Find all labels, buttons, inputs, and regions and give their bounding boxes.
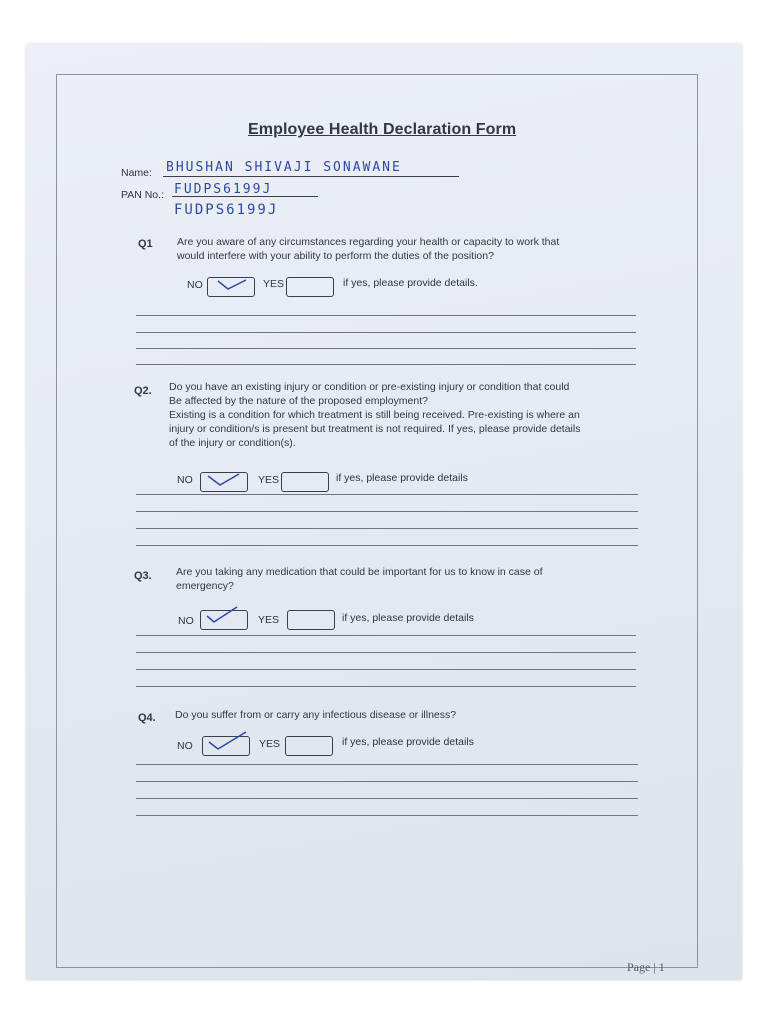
q1-detail-line-3[interactable] [136, 348, 636, 349]
q2-line-3: Existing is a condition for which treatment is still being received. Pre-existing is where an [169, 409, 580, 421]
q3-line-1: Are you taking any medication that could be important for us to know in case of [176, 566, 543, 578]
q4-line-1: Do you suffer from or carry any infectious disease or illness? [175, 709, 457, 721]
q2-detail-line-4[interactable] [136, 545, 638, 546]
q3-detail-line-3[interactable] [136, 669, 636, 670]
q3-detail-line-4[interactable] [136, 686, 636, 687]
q2-line-5: of the injury or condition(s). [169, 437, 296, 449]
name-underline [163, 176, 459, 177]
q3-text [176, 565, 656, 593]
q3-detail-line-1[interactable] [136, 635, 636, 636]
page-number: Page | 1 [627, 960, 665, 974]
q4-details-hint: if yes, please provide details [342, 736, 474, 748]
q2-detail-line-1[interactable] [136, 494, 638, 495]
q2-number: Q2. [134, 385, 152, 397]
q4-no-check-mark-icon [206, 730, 250, 752]
q4-detail-line-3[interactable] [136, 798, 638, 799]
q2-no-check-mark-icon [206, 472, 242, 488]
q2-yes-label: YES [258, 474, 280, 486]
name-value: BHUSHAN SHIVAJI SONAWANE [166, 160, 402, 175]
q2-detail-line-3[interactable] [136, 528, 638, 529]
q3-number: Q3. [134, 570, 152, 582]
q1-yes-checkbox[interactable] [286, 277, 334, 297]
q3-details-hint: if yes, please provide details [342, 612, 474, 624]
q3-detail-line-2[interactable] [136, 652, 636, 653]
q2-yes-checkbox[interactable] [281, 472, 329, 492]
pan-value: FUDPS6199J [174, 182, 273, 197]
q1-number: Q1 [138, 238, 153, 250]
q2-detail-line-2[interactable] [136, 511, 638, 512]
q1-detail-line-2[interactable] [136, 332, 636, 333]
q2-details-hint: if yes, please provide details [336, 472, 468, 484]
pan-label: PAN No.: [121, 189, 164, 201]
form-title: Employee Health Declaration Form [248, 121, 517, 138]
q1-no-label: NO [187, 279, 203, 291]
q4-detail-line-2[interactable] [136, 781, 638, 782]
q4-no-label: NO [177, 740, 193, 752]
q1-details-hint: if yes, please provide details. [343, 277, 478, 289]
q2-line-4: injury or condition/s is present but treatment is not required. If yes, please provide details [169, 423, 581, 435]
name-label: Name: [121, 167, 152, 179]
q4-yes-label: YES [259, 738, 281, 750]
q2-no-label: NO [177, 474, 193, 486]
q2-line-1: Do you have an existing injury or condition or pre-existing injury or condition that could [169, 381, 570, 393]
q1-detail-line-4[interactable] [136, 364, 636, 365]
q1-line-2: would interfere with your ability to perform the duties of the position? [177, 250, 494, 262]
q3-line-2: emergency? [176, 580, 234, 592]
q1-line-1: Are you aware of any circumstances regarding your health or capacity to work that [177, 236, 560, 248]
pan-value-repeat: FUDPS6199J [174, 202, 279, 218]
paper-sheet [26, 44, 742, 980]
q4-text [175, 708, 655, 722]
q2-line-2: Be affected by the nature of the proposed employment? [169, 395, 428, 407]
q3-yes-label: YES [258, 614, 280, 626]
q1-text [177, 235, 657, 263]
q1-detail-line-1[interactable] [136, 315, 636, 316]
q3-yes-checkbox[interactable] [287, 610, 335, 630]
q1-yes-label: YES [263, 278, 285, 290]
q3-no-check-mark-icon [204, 604, 240, 624]
q1-no-check-mark-icon [216, 278, 250, 292]
q4-detail-line-1[interactable] [136, 764, 638, 765]
q3-no-label: NO [178, 615, 194, 627]
q4-detail-line-4[interactable] [136, 815, 638, 816]
q4-yes-checkbox[interactable] [285, 736, 333, 756]
page-border [56, 74, 698, 968]
q2-text [169, 380, 649, 450]
q4-number: Q4. [138, 712, 156, 724]
